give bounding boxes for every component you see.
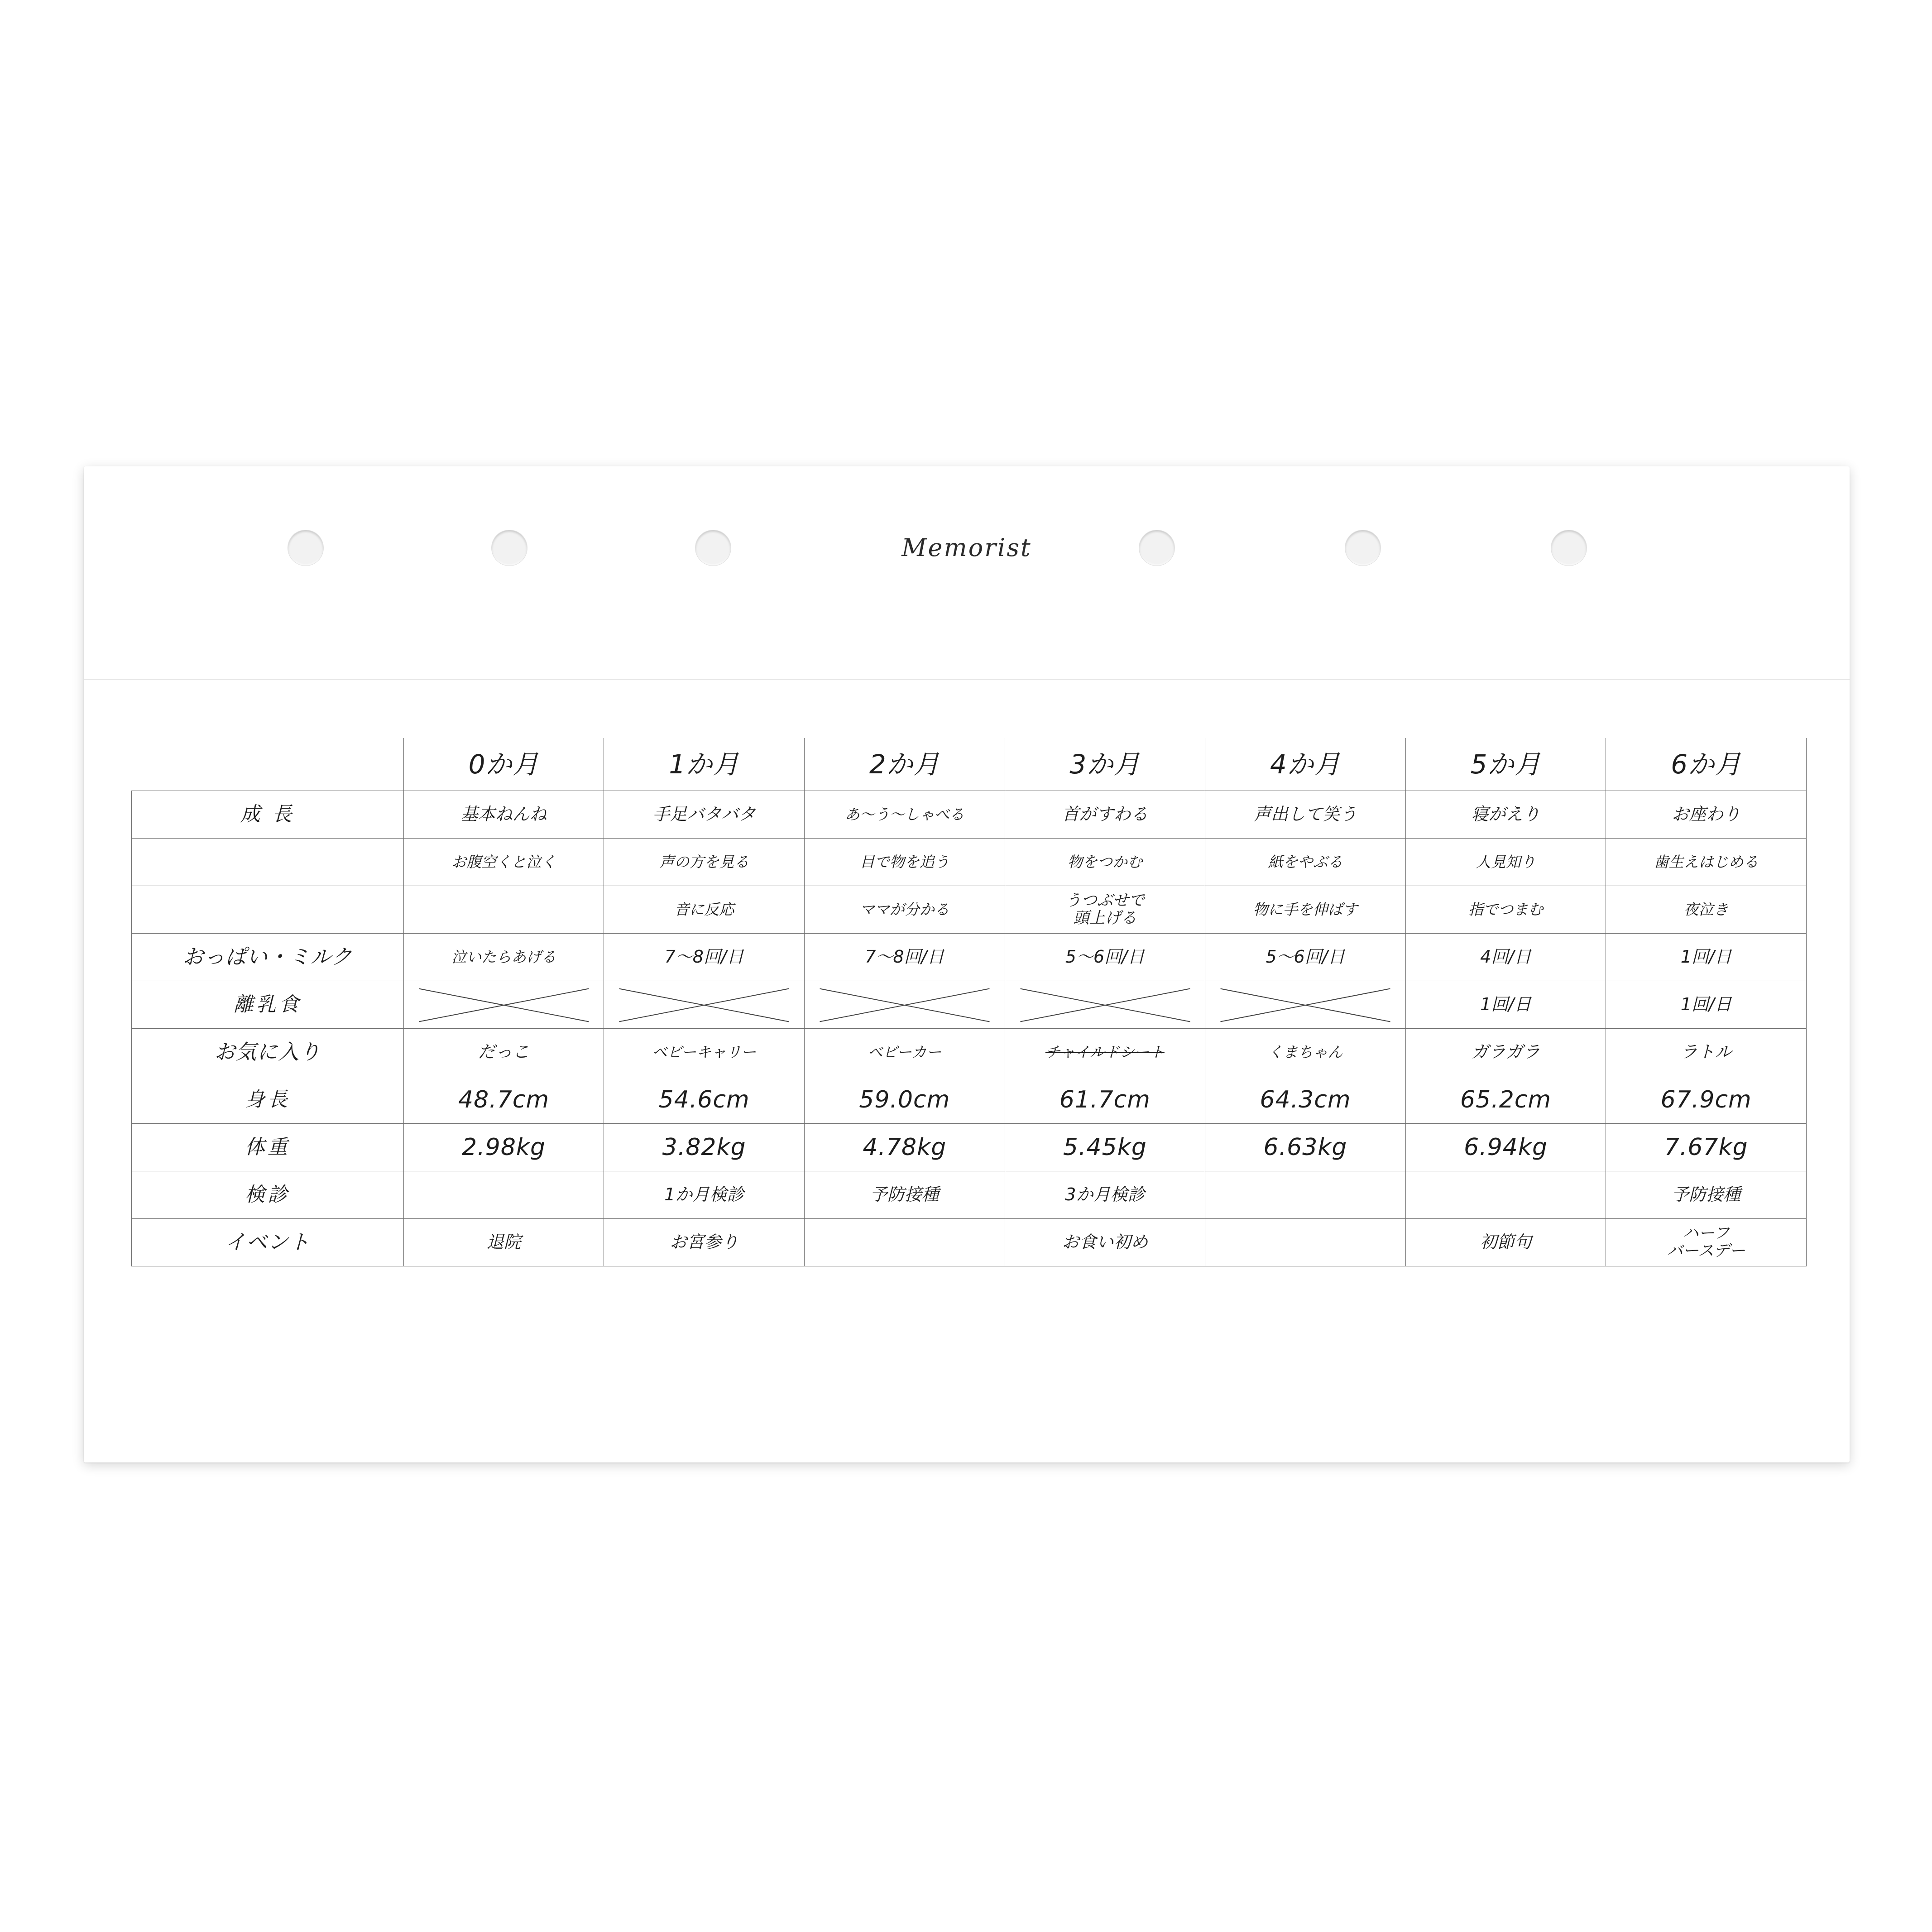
cell-weight-5: 6.94kg	[1405, 1124, 1606, 1171]
row-label-growth-cont-2	[132, 886, 404, 934]
cell-growth2-1: 声の方を見る	[604, 839, 805, 886]
cell-milk-2: 7～8回/日	[804, 934, 1005, 981]
row-label-milk: おっぱい・ミルク	[132, 934, 404, 981]
cell-height-2: 59.0cm	[804, 1076, 1005, 1124]
cell-growth-4: 声出して笑う	[1205, 791, 1406, 839]
cell-growth-6: お座わり	[1606, 791, 1807, 839]
cell-growth2-4: 紙をやぶる	[1205, 839, 1406, 886]
table-corner-cell	[132, 738, 404, 791]
table-row	[132, 791, 1807, 839]
table-row	[132, 886, 1807, 934]
cell-checkup-6: 予防接種	[1606, 1171, 1807, 1219]
cell-height-6: 67.9cm	[1606, 1076, 1807, 1124]
cell-event-5: 初節句	[1405, 1219, 1606, 1266]
table-row	[132, 1124, 1807, 1171]
cell-event-4	[1205, 1219, 1406, 1266]
cell-growth2-6: 歯生えはじめる	[1606, 839, 1807, 886]
growth-record-table	[131, 738, 1807, 1266]
column-header-month-4: 4か月	[1205, 738, 1406, 791]
crossed-out-icon	[806, 987, 1003, 1022]
table-row	[132, 1171, 1807, 1219]
cell-weight-4: 6.63kg	[1205, 1124, 1406, 1171]
cell-favorite-3	[1005, 1029, 1205, 1076]
cell-babyfood-6: 1回/日	[1606, 981, 1807, 1029]
cell-growth3-6: 夜泣き	[1606, 886, 1807, 934]
cell-favorite-0: だっこ	[403, 1029, 604, 1076]
row-label-baby-food: 離乳食	[132, 981, 404, 1029]
cell-growth2-0: お腹空くと泣く	[403, 839, 604, 886]
table-row	[132, 1029, 1807, 1076]
brand-title: Memorist	[901, 533, 1032, 562]
cell-growth3-4: 物に手を伸ばす	[1205, 886, 1406, 934]
crossed-out-icon	[406, 987, 602, 1022]
cell-event-3: お食い初め	[1005, 1219, 1205, 1266]
cell-weight-3: 5.45kg	[1005, 1124, 1205, 1171]
row-label-event: イベント	[132, 1219, 404, 1266]
table-row	[132, 1219, 1807, 1266]
cell-event-0: 退院	[403, 1219, 604, 1266]
cell-growth-5: 寝がえり	[1405, 791, 1606, 839]
cell-milk-6: 1回/日	[1606, 934, 1807, 981]
cell-favorite-6: ラトル	[1606, 1029, 1807, 1076]
crossed-out-icon	[1207, 987, 1404, 1022]
cell-weight-1: 3.82kg	[604, 1124, 805, 1171]
cell-growth-2: あ～う～しゃべる	[804, 791, 1005, 839]
cell-height-4: 64.3cm	[1205, 1076, 1406, 1124]
column-header-month-2: 2か月	[804, 738, 1005, 791]
cell-event-2	[804, 1219, 1005, 1266]
cell-babyfood-4	[1205, 981, 1406, 1029]
cell-milk-1: 7～8回/日	[604, 934, 805, 981]
cell-growth3-5: 指でつまむ	[1405, 886, 1606, 934]
cell-growth3-1: 音に反応	[604, 886, 805, 934]
column-header-month-0: 0か月	[403, 738, 604, 791]
growth-table-container	[131, 738, 1807, 1266]
cell-growth-3: 首がすわる	[1005, 791, 1205, 839]
cell-growth-0: 基本ねんね	[403, 791, 604, 839]
cell-growth-1: 手足バタバタ	[604, 791, 805, 839]
cell-checkup-1: 1か月検診	[604, 1171, 805, 1219]
row-label-height: 身長	[132, 1076, 404, 1124]
cell-milk-3: 5～6回/日	[1005, 934, 1205, 981]
cell-checkup-0	[403, 1171, 604, 1219]
cell-babyfood-0	[403, 981, 604, 1029]
row-label-growth: 成 長	[132, 791, 404, 839]
cell-babyfood-1	[604, 981, 805, 1029]
cell-favorite-5: ガラガラ	[1405, 1029, 1606, 1076]
cell-growth3-0	[403, 886, 604, 934]
cell-weight-0: 2.98kg	[403, 1124, 604, 1171]
cell-growth2-5: 人見知り	[1405, 839, 1606, 886]
cell-checkup-4	[1205, 1171, 1406, 1219]
cell-favorite-1: ベビーキャリー	[604, 1029, 805, 1076]
cell-checkup-2: 予防接種	[804, 1171, 1005, 1219]
column-header-month-3: 3か月	[1005, 738, 1205, 791]
column-header-month-1: 1か月	[604, 738, 805, 791]
cell-checkup-5	[1405, 1171, 1606, 1219]
crossed-out-icon	[1007, 987, 1203, 1022]
table-row	[132, 839, 1807, 886]
cell-checkup-3: 3か月検診	[1005, 1171, 1205, 1219]
crossed-out-icon	[606, 987, 802, 1022]
table-row	[132, 934, 1807, 981]
punch-hole-band	[84, 466, 1850, 680]
cell-height-1: 54.6cm	[604, 1076, 805, 1124]
cell-height-5: 65.2cm	[1405, 1076, 1606, 1124]
cell-event-6: ハーフ バースデー	[1606, 1219, 1807, 1266]
cell-weight-2: 4.78kg	[804, 1124, 1005, 1171]
cell-growth2-2: 目で物を追う	[804, 839, 1005, 886]
planner-sheet	[84, 466, 1850, 1462]
row-label-weight: 体重	[132, 1124, 404, 1171]
row-label-growth-cont-1	[132, 839, 404, 886]
cell-milk-4: 5～6回/日	[1205, 934, 1406, 981]
cell-babyfood-3	[1005, 981, 1205, 1029]
cell-event-1: お宮参り	[604, 1219, 805, 1266]
row-label-checkup: 検診	[132, 1171, 404, 1219]
cell-growth3-3: うつぶせで 頭上げる	[1005, 886, 1205, 934]
cell-favorite-3-text: チャイルドシート	[1045, 1043, 1165, 1061]
cell-babyfood-2	[804, 981, 1005, 1029]
cell-milk-5: 4回/日	[1405, 934, 1606, 981]
column-header-month-6: 6か月	[1606, 738, 1807, 791]
cell-milk-0: 泣いたらあげる	[403, 934, 604, 981]
cell-height-3: 61.7cm	[1005, 1076, 1205, 1124]
cell-babyfood-5: 1回/日	[1405, 981, 1606, 1029]
cell-weight-6: 7.67kg	[1606, 1124, 1807, 1171]
cell-favorite-2: ベビーカー	[804, 1029, 1005, 1076]
table-row	[132, 1076, 1807, 1124]
table-row	[132, 981, 1807, 1029]
cell-favorite-4: くまちゃん	[1205, 1029, 1406, 1076]
cell-growth2-3: 物をつかむ	[1005, 839, 1205, 886]
cell-growth3-2: ママが分かる	[804, 886, 1005, 934]
table-header-row	[132, 738, 1807, 791]
cell-height-0: 48.7cm	[403, 1076, 604, 1124]
column-header-month-5: 5か月	[1405, 738, 1606, 791]
row-label-favorite: お気に入り	[132, 1029, 404, 1076]
